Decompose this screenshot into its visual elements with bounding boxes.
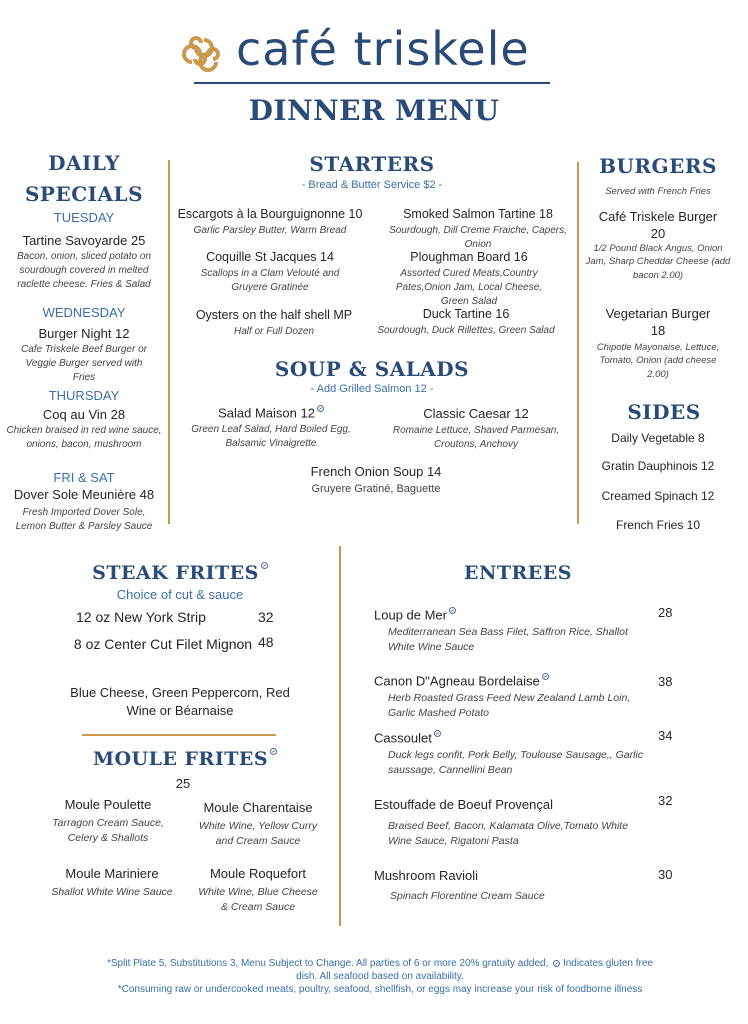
salad-desc: Green Leaf Salad, Hard Boiled Egg, Balsamic Vinaigrette bbox=[191, 424, 351, 450]
entree-name bbox=[374, 607, 654, 622]
special-name: Dover Sole Meunière 48 bbox=[13, 487, 155, 502]
footer-line-3: *Consuming raw or undercooked meats, poultry, seafood, shellfish, or eggs may increase your risk of foodborne illness bbox=[117, 984, 643, 995]
steak-price: 48 bbox=[258, 634, 274, 650]
special-desc: Fresh Imported Dover Sole, Lemon Butter & Parsley Sauce bbox=[15, 507, 153, 532]
footer-line-2: dish. All seafood based on availability. bbox=[296, 971, 464, 982]
moule-frites-title bbox=[40, 748, 330, 770]
entree-price: 32 bbox=[658, 793, 673, 808]
entree-desc: Braised Beef, Bacon, Kalamata Olive,Tomato White Wine Sauce, Rigatoni Pasta bbox=[388, 820, 629, 847]
brand-underline bbox=[194, 82, 550, 84]
salad-desc: Gruyere Gratiné, Baguette bbox=[311, 483, 441, 495]
special-desc: Chicken braised in red wine sauce, onions, bacon, mushroom bbox=[6, 425, 162, 450]
side-item: Daily Vegetable 8 bbox=[611, 431, 705, 445]
steak-sauces: Blue Cheese, Green Peppercorn, Red Wine or Béarnaise bbox=[70, 685, 290, 718]
gluten-free-icon bbox=[270, 748, 277, 755]
burgers-subtitle: Served with French Fries bbox=[605, 186, 711, 197]
starter-desc: Garlic Parsley Butter, Warm Bread bbox=[193, 225, 347, 236]
moule-desc: Shallot White Wine Sauce bbox=[51, 886, 173, 898]
entree-name-text: Loup de Mer bbox=[374, 607, 447, 623]
burger-name: Café Triskele Burger bbox=[598, 209, 718, 224]
special-desc: Cafe Triskele Beef Burger or Veggie Burger served with Fries bbox=[21, 344, 147, 383]
burger-name: Vegetarian Burger bbox=[605, 306, 711, 321]
starter-item bbox=[176, 308, 372, 339]
moule-name: Moule Poulette bbox=[64, 797, 152, 812]
entree-price: 30 bbox=[658, 867, 673, 882]
starter-desc: Assorted Cured Meats,Country Pates,Onion Jam, Local Cheese, Green Salad bbox=[395, 268, 543, 307]
special-tuesday bbox=[4, 210, 164, 292]
entree-item bbox=[374, 797, 654, 848]
entree-name-text: Cassoulet bbox=[374, 730, 432, 746]
moule-price: 25 bbox=[175, 776, 191, 791]
gluten-free-icon bbox=[542, 673, 549, 680]
special-wednesday bbox=[4, 305, 164, 385]
entree-item bbox=[374, 730, 654, 778]
daily-specials-title bbox=[4, 148, 164, 210]
footer-note bbox=[40, 957, 720, 996]
menu-title: DINNER MENU bbox=[248, 94, 500, 127]
moule-item bbox=[186, 866, 330, 914]
steak-item bbox=[76, 609, 276, 625]
daily-specials-title-line1: DAILY bbox=[48, 151, 120, 175]
moule-name: Moule Mariniere bbox=[65, 866, 159, 881]
entree-desc: Duck legs confit, Pork Belly, Toulouse Sausage,, Garlic saussage, Cannellini Bean bbox=[388, 749, 644, 777]
moule-item bbox=[40, 797, 176, 845]
footer-line-1b: Indicates gluten free bbox=[562, 958, 653, 969]
entrees-title: ENTREES bbox=[464, 562, 572, 584]
starter-name: Coquille St Jacques 14 bbox=[206, 250, 334, 264]
steak-frites-title-text: STEAK FRITES bbox=[92, 562, 259, 584]
entree-price: 28 bbox=[658, 605, 673, 620]
soup-salads-subtitle: - Add Grilled Salmon 12 - bbox=[310, 383, 434, 395]
entree-name bbox=[374, 673, 654, 688]
daily-specials-title-line2: SPECIALS bbox=[24, 182, 144, 206]
starter-desc: Half or Full Dozen bbox=[233, 326, 315, 337]
entree-price: 34 bbox=[658, 728, 673, 743]
steak-frites-subtitle: Choice of cut & sauce bbox=[116, 587, 244, 602]
salad-name bbox=[186, 405, 356, 420]
moule-desc: White Wine, Yellow Curry and Cream Sauce bbox=[198, 820, 318, 847]
moule-name: Moule Roquefort bbox=[209, 866, 307, 881]
special-day: TUESDAY bbox=[53, 210, 115, 225]
starter-name: Duck Tartine 16 bbox=[422, 307, 510, 321]
moule-item bbox=[186, 800, 330, 848]
steak-item bbox=[70, 634, 256, 654]
starters-subtitle: - Bread & Butter Service $2 - bbox=[301, 179, 443, 191]
steak-name: 8 oz Center Cut Filet Mignon bbox=[73, 636, 253, 652]
burger-item bbox=[584, 306, 732, 381]
moule-frites-title-text: MOULE FRITES bbox=[92, 748, 269, 770]
entree-name-text: Canon D"Agneau Bordelaise bbox=[374, 673, 540, 689]
moule-desc: White Wine, Blue Cheese & Cream Sauce bbox=[198, 886, 318, 913]
starter-item bbox=[186, 250, 354, 295]
logo bbox=[176, 26, 232, 78]
special-day: FRI & SAT bbox=[53, 470, 115, 485]
salad-name-text: Salad Maison 12 bbox=[218, 405, 315, 421]
gluten-free-icon bbox=[317, 405, 324, 412]
sides-title: SIDES bbox=[627, 400, 701, 424]
steak-frites-title bbox=[40, 562, 320, 584]
soup-salads-title: SOUP & SALADS bbox=[274, 357, 470, 381]
gluten-free-icon bbox=[261, 562, 268, 569]
side-item: French Fries 10 bbox=[615, 518, 701, 532]
starter-desc: Sourdough, Duck Rillettes, Green Salad bbox=[377, 325, 555, 336]
starter-item bbox=[380, 207, 576, 252]
triskele-spiral-icon bbox=[176, 26, 232, 78]
starter-name: Escargots à la Bourguignonne 10 bbox=[177, 207, 363, 221]
moule-desc: Tarragon Cream Sauce, Celery & Shallots bbox=[52, 817, 164, 844]
entree-desc: Mediterranean Sea Bass Filet, Saffron Rice, Shallot White Wine Sauce bbox=[388, 626, 628, 654]
entree-item bbox=[374, 868, 654, 904]
starter-name: Smoked Salmon Tartine 18 bbox=[403, 207, 553, 221]
side-item: Gratin Dauphinois 12 bbox=[601, 459, 715, 473]
salad-item bbox=[276, 464, 476, 495]
salad-name: Classic Caesar 12 bbox=[423, 406, 529, 421]
special-thursday bbox=[0, 388, 168, 452]
special-name: Tartine Savoyarde 25 bbox=[22, 233, 146, 248]
salad-name: French Onion Soup 14 bbox=[310, 464, 442, 479]
salad-desc: Romaine Lettuce, Shaved Parmesan, Croutons, Anchovy bbox=[392, 425, 560, 450]
special-day: THURSDAY bbox=[48, 388, 120, 403]
gluten-free-icon bbox=[434, 730, 441, 737]
entree-name bbox=[374, 730, 654, 745]
brand-name: café triskele bbox=[236, 22, 530, 76]
starter-item bbox=[372, 307, 560, 338]
steak-name: 12 oz New York Strip bbox=[76, 609, 206, 625]
gluten-free-icon bbox=[553, 960, 560, 967]
starters-title: STARTERS bbox=[309, 152, 435, 176]
special-day: WEDNESDAY bbox=[42, 305, 126, 320]
starter-desc: Scallops in a Clam Velouté and Gruyere Gratinée bbox=[200, 268, 340, 293]
steak-moule-divider bbox=[82, 734, 276, 736]
entree-desc: Spinach Florentine Cream Sauce bbox=[390, 890, 545, 902]
side-item: Creamed Spinach 12 bbox=[601, 489, 715, 503]
divider-right bbox=[577, 162, 579, 524]
entree-item bbox=[374, 673, 654, 721]
entree-item bbox=[374, 607, 654, 655]
burgers-title: BURGERS bbox=[599, 154, 717, 178]
footer-line-1a: *Split Plate 5, Substitutions 3, Menu Subject to Change. All parties of 6 or more 20% gratuity added, bbox=[107, 958, 549, 969]
starter-name: Oysters on the half shell MP bbox=[195, 308, 353, 322]
divider-center bbox=[339, 546, 341, 926]
salad-item bbox=[186, 405, 356, 451]
special-fri-sat bbox=[4, 470, 164, 534]
burger-desc: 1/2 Pound Black Angus, Onion Jam, Sharp Cheddar Cheese (add bacon 2.00) bbox=[585, 243, 731, 281]
entree-name: Estouffade de Boeuf Provençal bbox=[374, 797, 553, 812]
salad-item bbox=[388, 406, 564, 452]
starter-item bbox=[176, 207, 364, 238]
special-desc: Bacon, onion, sliced potato on sourdough covered in melted raclette cheese. Fries & Salad bbox=[17, 251, 151, 290]
steak-price: 32 bbox=[258, 609, 274, 625]
starter-name: Ploughman Board 16 bbox=[410, 250, 528, 264]
entree-name: Mushroom Ravioli bbox=[374, 868, 479, 883]
moule-item bbox=[40, 866, 184, 900]
moule-name: Moule Charentaise bbox=[203, 800, 313, 815]
starter-item bbox=[384, 250, 554, 309]
entree-price: 38 bbox=[658, 674, 673, 689]
entree-desc: Herb Roasted Grass Feed New Zealand Lamb Loin, Garlic Mashed Potato bbox=[388, 692, 631, 720]
burger-price: 20 bbox=[650, 226, 666, 241]
burger-price: 18 bbox=[650, 323, 666, 338]
divider-left bbox=[168, 160, 170, 524]
starter-desc: Sourdough, Dill Creme Fraiche, Capers, Onion bbox=[389, 225, 567, 250]
burger-desc: Chipotle Mayonaise, Lettuce, Tomato, Onion (add cheese 2.00) bbox=[596, 342, 720, 380]
burger-item bbox=[584, 209, 732, 282]
special-name: Burger Night 12 bbox=[38, 326, 130, 341]
special-name: Coq au Vin 28 bbox=[42, 407, 126, 422]
footer-line-1 bbox=[40, 957, 720, 970]
gluten-free-icon bbox=[449, 607, 456, 614]
